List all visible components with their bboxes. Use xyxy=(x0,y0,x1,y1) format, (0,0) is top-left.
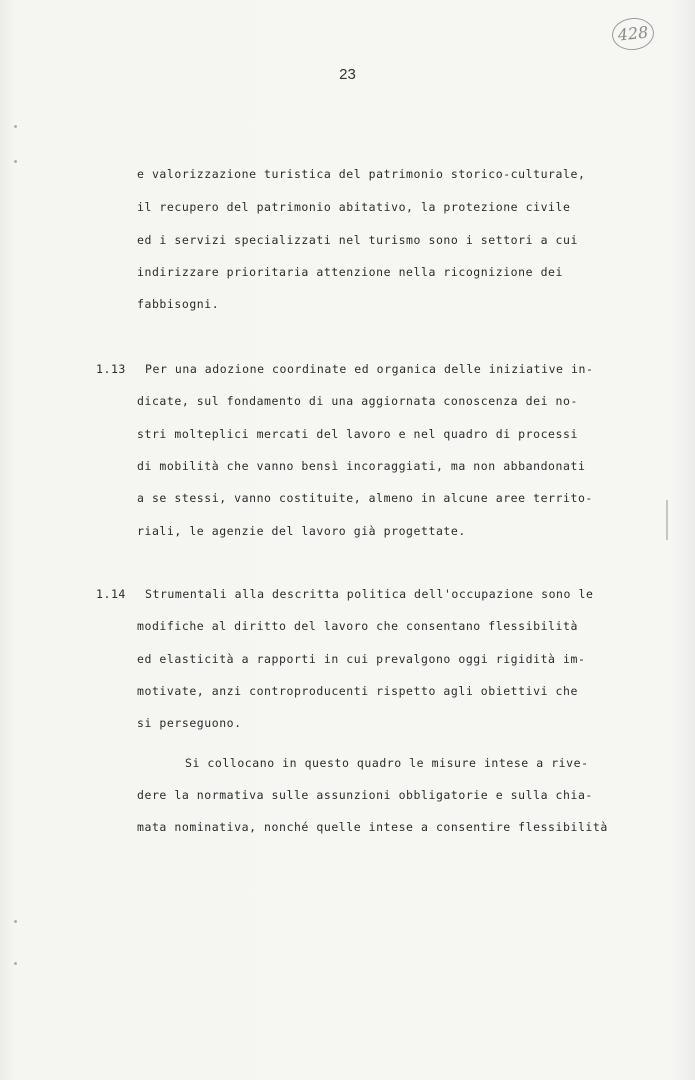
scan-speck xyxy=(14,160,17,163)
text-line: mata nominativa, nonché quelle intese a consentire flessibilità xyxy=(137,820,608,834)
text-line: dere la normativa sulle assunzioni obbligatorie e sulla chia- xyxy=(137,788,593,802)
text-line: indirizzare prioritaria attenzione nella ricognizione dei xyxy=(137,265,563,279)
text-line: riali, le agenzie del lavoro già progettate. xyxy=(137,524,466,538)
text-line: Si collocano in questo quadro le misure intese a rive- xyxy=(185,756,589,770)
text-line: ed elasticità a rapporti in cui prevalgono oggi rigidità im- xyxy=(137,652,586,666)
page-number: 23 xyxy=(339,66,356,83)
text-line: si perseguono. xyxy=(137,716,242,730)
text-line: modifiche al diritto del lavoro che consentano flessibilità xyxy=(137,619,578,633)
text-line: Per una adozione coordinate ed organica delle iniziative in- xyxy=(145,362,594,376)
scan-speck xyxy=(14,920,17,923)
archive-stamp: 428 xyxy=(610,16,655,52)
text-line: di mobilità che vanno bensì incoraggiati, ma non abbandonati xyxy=(137,459,586,473)
text-line: e valorizzazione turistica del patrimonio storico-culturale, xyxy=(137,167,586,181)
section-number: 1.14 xyxy=(96,587,126,601)
text-line: a se stessi, vanno costituite, almeno in alcune aree territo- xyxy=(137,491,593,505)
scan-speck xyxy=(14,962,17,965)
scan-edge-mark xyxy=(666,500,668,540)
text-line: fabbisogni. xyxy=(137,297,220,311)
text-line: ed i servizi specializzati nel turismo sono i settori a cui xyxy=(137,233,578,247)
section-number: 1.13 xyxy=(96,362,126,376)
text-line: motivate, anzi controproducenti rispetto agli obiettivi che xyxy=(137,684,578,698)
text-line: il recupero del patrimonio abitativo, la protezione civile xyxy=(137,200,571,214)
scan-speck xyxy=(14,125,17,128)
text-line: Strumentali alla descritta politica dell'occupazione sono le xyxy=(145,587,594,601)
text-line: dicate, sul fondamento di una aggiornata conoscenza dei no- xyxy=(137,394,578,408)
text-line: stri molteplici mercati del lavoro e nel quadro di processi xyxy=(137,427,578,441)
